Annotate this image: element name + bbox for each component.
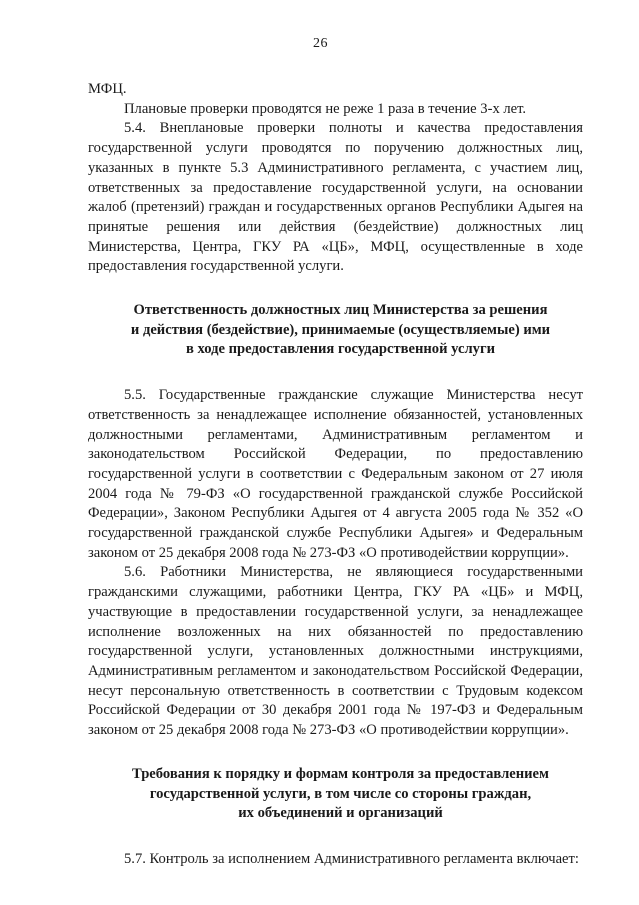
section-heading-responsibility <box>88 301 583 360</box>
heading-line: Ответственность должностных лиц Министерства за решения <box>133 302 548 319</box>
section-heading-control-requirements <box>88 765 583 824</box>
paragraph-5-6: 5.6. Работники Министерства, не являющиеся государственными гражданскими служащими, работники Центра, ГКУ РА «ЦБ» и МФЦ, участвующие в предоставлении государственной услуги, за ненадлежащее исполнение возложенных на них обязанностей по предоставлению государственной услуги, установленных должностными инструкциями, Административным регламентом и законодательством Российской Федерации, несут персональную ответственность в соответствии с Трудовым кодексом Российской Федерации от 30 декабря 2001 года № 197-ФЗ и Федеральным законом от 25 декабря 2008 года № 273-ФЗ «О противодействии коррупции». <box>88 564 583 739</box>
heading-line: и действия (бездействие), принимаемые (осуществляемые) ими <box>130 321 551 338</box>
paragraph-planned-checks: Плановые проверки проводятся не реже 1 раза в течение 3-х лет. <box>124 100 527 117</box>
paragraph-5-4: 5.4. Внеплановые проверки полноты и качества предоставления государственной услуги проводятся по поручению должностных лиц, указанных в пункте 5.3 Административного регламента, с участием лиц, ответственных за предоставление государственной услуги, на основании жалоб (претензий) граждан и государственных органов Республики Адыгея на принятые решения или действия (бездействие) должностных лиц Министерства, Центра, ГКУ РА «ЦБ», МФЦ, осуществленные в ходе предоставления государственной услуги. <box>88 120 583 275</box>
page-number: 26 <box>313 36 328 51</box>
paragraph-5-7: 5.7. Контроль за исполнением Административного регламента включает: <box>124 850 579 867</box>
heading-line: Требования к порядку и формам контроля за предоставлением <box>132 765 549 782</box>
heading-line: в ходе предоставления государственной услуги <box>185 341 496 358</box>
paragraph-5-5: 5.5. Государственные гражданские служащие Министерства несут ответственность за ненадлежащее исполнение обязанностей, установленных должностными регламентами, Административным регламентом и законодательством Российской Федерации, по предоставлению государственной услуги в соответствии с Федеральным законом от 27 июля 2004 года № 79-ФЗ «О государственной гражданской службе Российской Федерации», Законом Республики Адыгея от 4 августа 2005 года № 352 «О государственной гражданской службе Республики Адыгея» и Федеральным законом от 25 декабря 2008 года № 273-ФЗ «О противодействии коррупции». <box>88 387 583 561</box>
heading-line: государственной услуги, в том числе со стороны граждан, <box>149 785 532 802</box>
heading-line: их объединений и организаций <box>238 805 443 822</box>
paragraph-mfc-tail: МФЦ. <box>88 81 127 97</box>
